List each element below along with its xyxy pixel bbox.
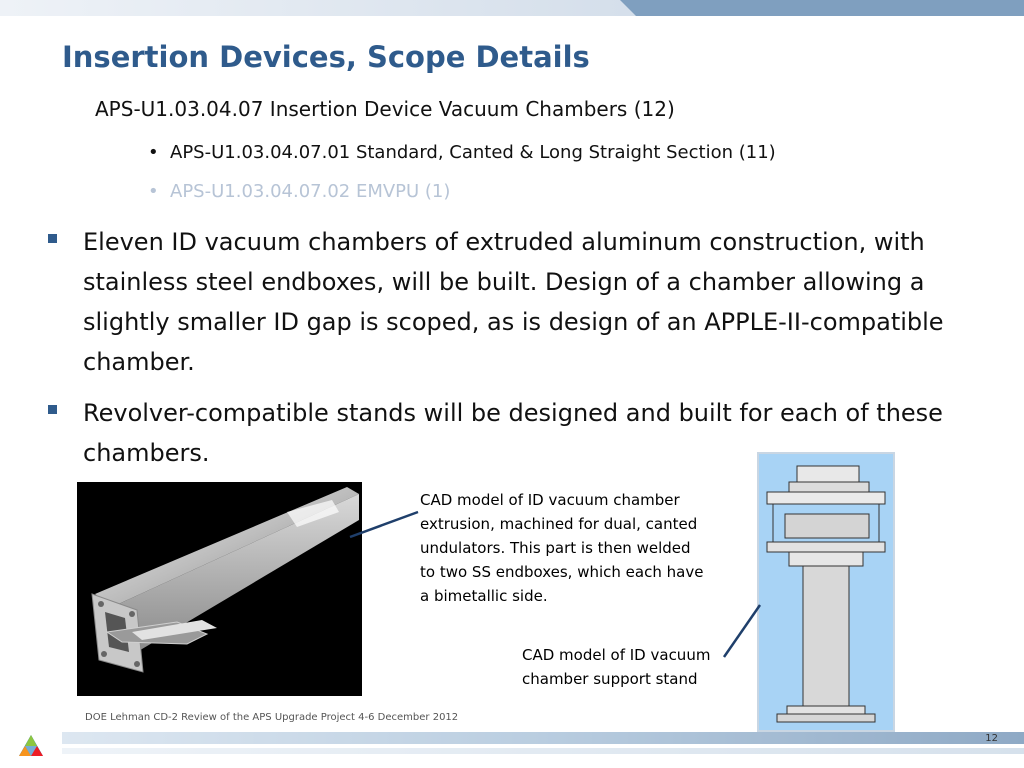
bullet-dot: •	[148, 142, 159, 163]
sub-bullet-text: APS-U1.03.04.07.01 Standard, Canted & Long Straight Section (11)	[170, 142, 776, 163]
bullet-text: Eleven ID vacuum chambers of extruded aluminum construction, with stainless steel endboxes, will be built. Design of a chamber allowing a slightly smaller ID gap is scoped, as is design of an APPLE-II-compatible chamber.	[83, 228, 944, 376]
sub-bullet-text: APS-U1.03.04.07.02 EMVPU (1)	[170, 181, 451, 202]
footer-text: DOE Lehman CD-2 Review of the APS Upgrade Project 4-6 December 2012	[85, 712, 459, 723]
slide-title: Insertion Devices, Scope Details	[62, 40, 590, 74]
extrusion-callout-line	[350, 512, 418, 537]
bullet-text: Revolver-compatible stands will be designed and built for each of these chambers.	[83, 399, 943, 467]
extrusion-caption: CAD model of ID vacuum chamber extrusion, machined for dual, canted undulators. This part is then welded to two SS endboxes, which each have a bimetallic side.	[420, 491, 704, 605]
wbs-heading: APS-U1.03.04.07 Insertion Device Vacuum Chambers (12)	[95, 97, 675, 121]
bullet-dot: •	[148, 181, 159, 202]
page-number: 12	[985, 733, 998, 744]
footer-band	[62, 732, 1024, 744]
footer-band-lower	[62, 748, 1024, 754]
stand-caption: CAD model of ID vacuum chamber support stand	[522, 646, 711, 688]
argonne-logo-icon	[18, 734, 44, 762]
